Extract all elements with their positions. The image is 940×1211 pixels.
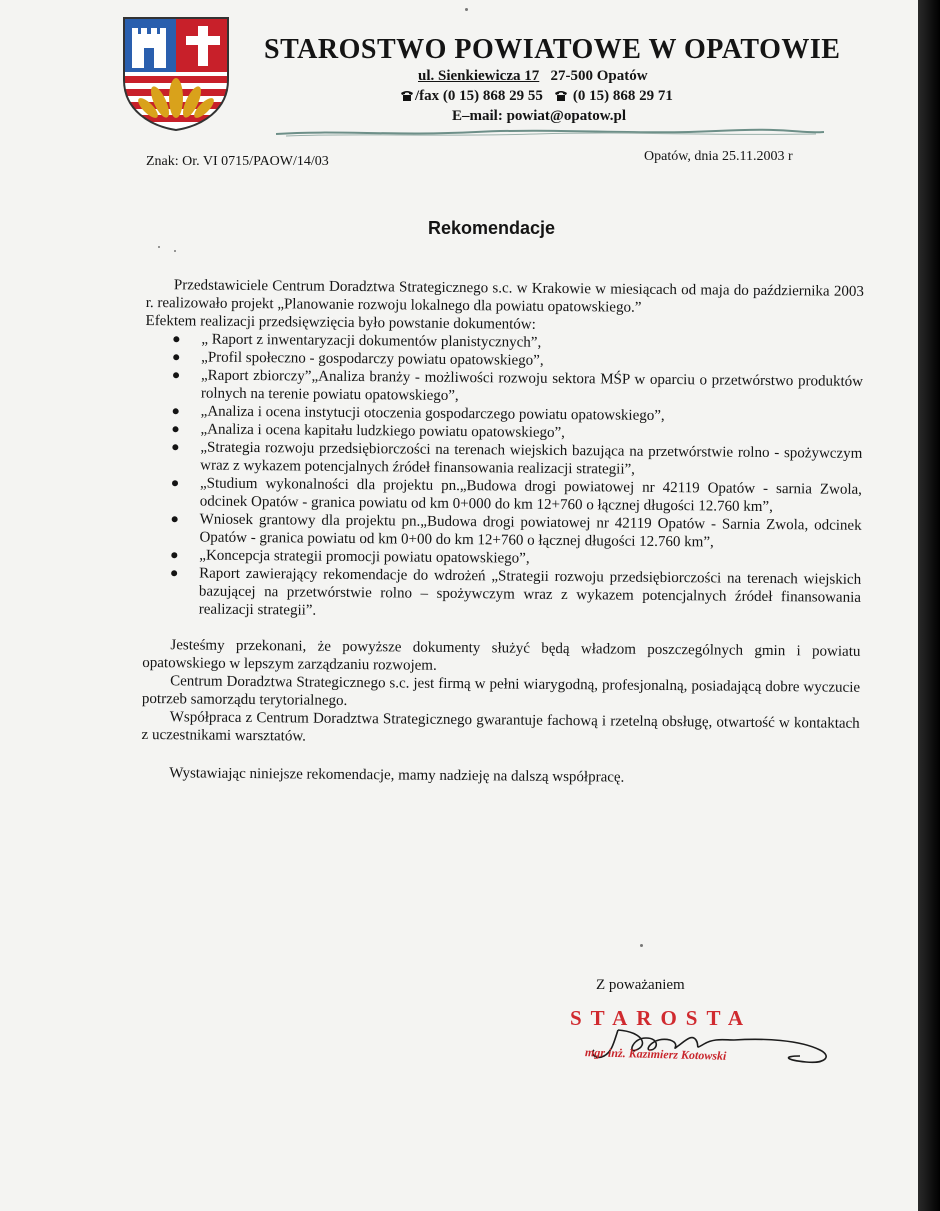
closing-sentence: Wystawiając niniejsze rekomendacje, mamy nadzieję na dalszą współpracę.: [169, 765, 625, 786]
stamp-name: mgr inż. Kazimierz Kotowski: [584, 1045, 727, 1063]
email-address[interactable]: powiat@opatow.pl: [506, 108, 626, 124]
stamp-title: STAROSTA: [570, 1006, 753, 1030]
place-and-date: Opatów, dnia 25.11.2003 r: [644, 149, 793, 164]
scan-speck: [640, 944, 643, 947]
email-label: E–mail:: [452, 108, 503, 124]
list-item: Raport zawierający rekomendacje do wdrożeń „Strategii rozwoju przedsiębiorczości na terenach wiejskich bazującej na przetwórstwie rolno – spożywczym wraz z wykazem potencjalnych źródeł finansowania realizacji strategii”.: [143, 564, 861, 625]
phone-number: (0 15) 868 29 71: [572, 88, 673, 104]
email-line: [452, 108, 626, 125]
body-paragraph: Centrum Doradztwa Strategicznego s.c. jest firmą w pełni wiarygodną, profesjonalną, posiadającą dobre wyczucie potrzeb samorządu terytorialnego.: [141, 673, 861, 709]
telephone-icon: [554, 90, 568, 101]
reference-number: Znak: Or. VI 0715/PAOW/14/03: [146, 154, 329, 169]
scan-speck: [465, 8, 468, 11]
letter-body: [141, 276, 864, 789]
signature-icon: [574, 1016, 836, 1072]
list-intro: Efektem realizacji przedsięwzięcia było powstanie dokumentów:: [145, 312, 536, 333]
documents-list: [143, 330, 864, 625]
list-item: „Analiza i ocena instytucji otoczenia gospodarczego powiatu opatowskiego”,: [145, 402, 863, 427]
list-item: „Studium wykonalności dla projektu pn.„Budowa drogi powiatowej nr 42119 Opatów - sarnia Zwola, odcinek Opatów - granica powiatu od km 0+000 do km 12+760 o łącznej długości 12.760 km”,: [144, 474, 862, 517]
body-paragraph: Współpraca z Centrum Doradztwa Strategicznego gwarantuje fachową i rzetelną obsługę, otwartość w kontaktach z uczestnikami warsztatów.: [141, 709, 860, 745]
document-title: Rekomendacje: [428, 218, 556, 238]
regards: Z poważaniem: [596, 977, 685, 993]
address-line: [418, 68, 648, 85]
organization-name: STAROSTWO POWIATOWE W OPATOWIE: [264, 34, 841, 65]
scan-speck: [174, 250, 176, 252]
list-item: „Raport zbiorczy”„Analiza branży - możliwości rozwoju sektora MŚP w oparciu o przetwórstwo produktów rolnych na terenie powiatu opatowskiego”,: [145, 366, 863, 409]
header-divider: [276, 128, 824, 138]
phone-line: [400, 88, 673, 105]
list-item: „Koncepcja strategii promocji powiatu opatowskiego”,: [143, 546, 861, 571]
street-address: ul. Sienkiewicza 17: [418, 68, 540, 84]
body-paragraph: Jesteśmy przekonani, że powyższe dokumenty służyć będą władzom poszczególnych gmin i powiatu opatowskiego w lepszym zarządzaniu rozwojem.: [142, 637, 861, 674]
list-item: „Profil społeczno - gospodarczy powiatu opatowskiego”,: [145, 348, 863, 373]
intro-paragraph: Przedstawiciele Centrum Doradztwa Strategicznego s.c. w Krakowie w miesiącach od maja do października 2003 r. realizowało projekt „Planowanie rozwoju lokalnego dla powiatu opatowskiego.”: [145, 277, 864, 316]
list-item: „ Raport z inwentaryzacji dokumentów planistycznych”,: [145, 330, 863, 355]
list-item: „Analiza i ocena kapitału ludzkiego powiatu opatowskiego”,: [144, 420, 862, 445]
list-item: „Strategia rozwoju przedsiębiorczości na terenach wiejskich bazująca na przetwórstwie rolno - spożywczym wraz z wykazem potencjalnych źródeł finansowania realizacji strategii”,: [144, 438, 862, 481]
scan-speck: [158, 246, 160, 248]
phone-fax: /fax (0 15) 868 29 55: [415, 88, 543, 104]
telephone-icon: [400, 90, 414, 101]
list-item: Wniosek grantowy dla projektu pn.„Budowa drogi powiatowej nr 42119 Opatów - Sarnia Zwola, odcinek Opatów - granica powiatu od km 0+00 do km 12+760 o łącznej długości 12.760 km”,: [143, 510, 861, 553]
coat-of-arms-icon: [120, 14, 232, 132]
postal-address: 27-500 Opatów: [550, 68, 648, 84]
scan-edge-shadow: [918, 0, 940, 1211]
